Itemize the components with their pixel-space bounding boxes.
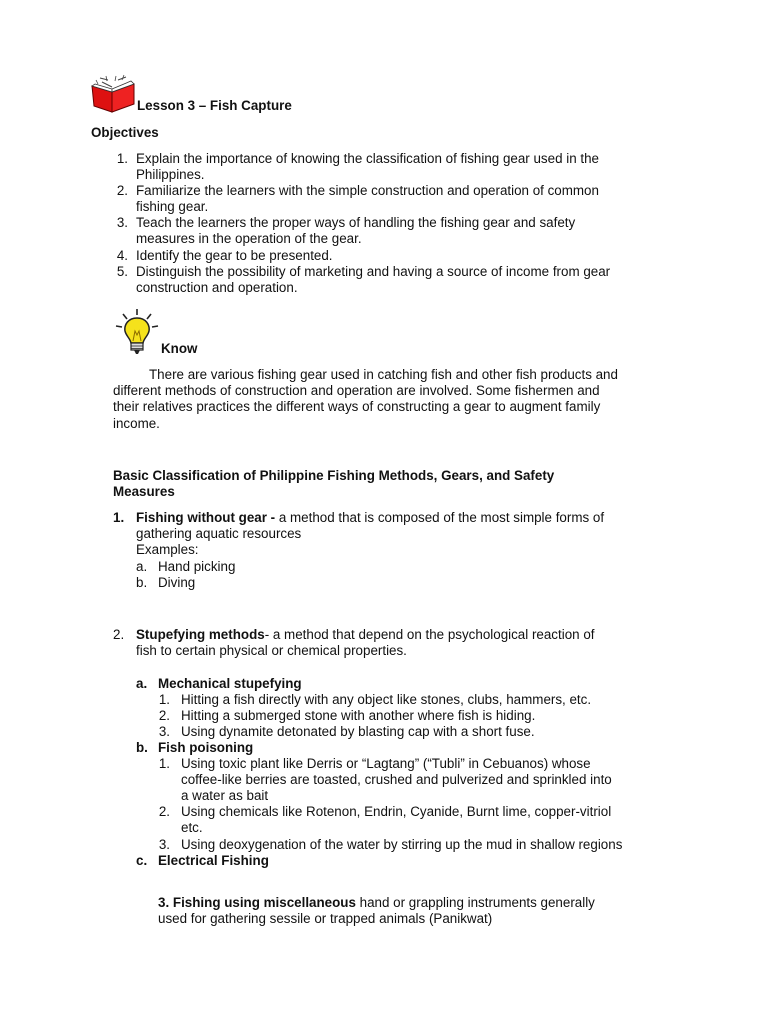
list-item-number: 3. — [116, 215, 128, 230]
list-item-number: 2. — [158, 804, 170, 819]
subsection-fish-poisoning: Fish poisoning — [158, 740, 254, 755]
list-item: Using toxic plant like Derris or “Lagtang” (“Tubli” in Cebuanos) whose coffee-like berries are toasted, crushed and pulverized and sprinkled into a water as bait — [181, 756, 612, 804]
list-item-number: 1. — [116, 151, 128, 166]
list-item-letter: a. — [136, 559, 148, 574]
list-item-letter: b. — [136, 575, 148, 590]
list-item-number: 3. — [158, 724, 170, 739]
list-item: Familiarize the learners with the simple construction and operation of common fishing gear. — [136, 183, 599, 215]
list-item: Teach the learners the proper ways of handling the fishing gear and safety measures in the operation of the gear. — [136, 215, 576, 247]
list-item-number: 3. — [158, 837, 170, 852]
know-paragraph: There are various fishing gear used in catching fish and other fish products and different methods of construction and operation are involved. Some fishermen and their relatives practices the different ways of constructing a gear to augment family income. — [113, 367, 618, 431]
list-item: Hitting a fish directly with any object like stones, clubs, hammers, etc. — [181, 692, 592, 707]
section-fishing-without-gear: Fishing without gear - a method that is composed of the most simple forms of gathering aquatic resources Examples: — [136, 510, 605, 558]
list-item-number: 5. — [116, 264, 128, 279]
subsection-electrical-fishing: Electrical Fishing — [158, 853, 269, 868]
section-number: 2. — [113, 627, 125, 642]
list-item-number: 1. — [158, 692, 170, 707]
list-item: Hand picking — [158, 559, 236, 574]
list-item: Diving — [158, 575, 196, 590]
list-item: Distinguish the possibility of marketing and having a source of income from gear construction and operation. — [136, 264, 611, 296]
list-item: Hitting a submerged stone with another where fish is hiding. — [181, 708, 536, 723]
list-item-number: 2. — [158, 708, 170, 723]
lightbulb-icon — [113, 307, 161, 357]
list-item-number: 1. — [158, 756, 170, 771]
section-stupefying-methods: Stupefying methods- a method that depend on the psychological reaction of fish to certain physical or chemical properties. — [136, 627, 595, 659]
classification-heading: Basic Classification of Philippine Fishing Methods, Gears, and Safety Measures — [113, 468, 555, 500]
list-item: Using dynamite detonated by blasting cap with a short fuse. — [181, 724, 535, 739]
list-item: Using deoxygenation of the water by stirring up the mud in shallow regions — [181, 837, 623, 852]
list-item: Explain the importance of knowing the classification of fishing gear used in the Philippines. — [136, 151, 599, 183]
subsection-letter: c. — [136, 853, 148, 868]
objectives-heading: Objectives — [91, 125, 159, 140]
section-miscellaneous-fishing: 3. Fishing using miscellaneous hand or grappling instruments generally used for gathering sessile or trapped animals (Panikwat) — [158, 895, 595, 927]
section-number: 1. — [113, 510, 125, 525]
list-item: Using chemicals like Rotenon, Endrin, Cyanide, Burnt lime, copper-vitriol etc. — [181, 804, 612, 836]
list-item: Identify the gear to be presented. — [136, 248, 333, 263]
lesson-title: Lesson 3 – Fish Capture — [137, 98, 292, 113]
subsection-mechanical-stupefying: Mechanical stupefying — [158, 676, 302, 691]
know-label: Know — [161, 341, 198, 356]
subsection-letter: a. — [136, 676, 148, 691]
book-icon — [88, 72, 140, 114]
list-item-number: 2. — [116, 183, 128, 198]
list-item-number: 4. — [116, 248, 128, 263]
subsection-letter: b. — [136, 740, 148, 755]
